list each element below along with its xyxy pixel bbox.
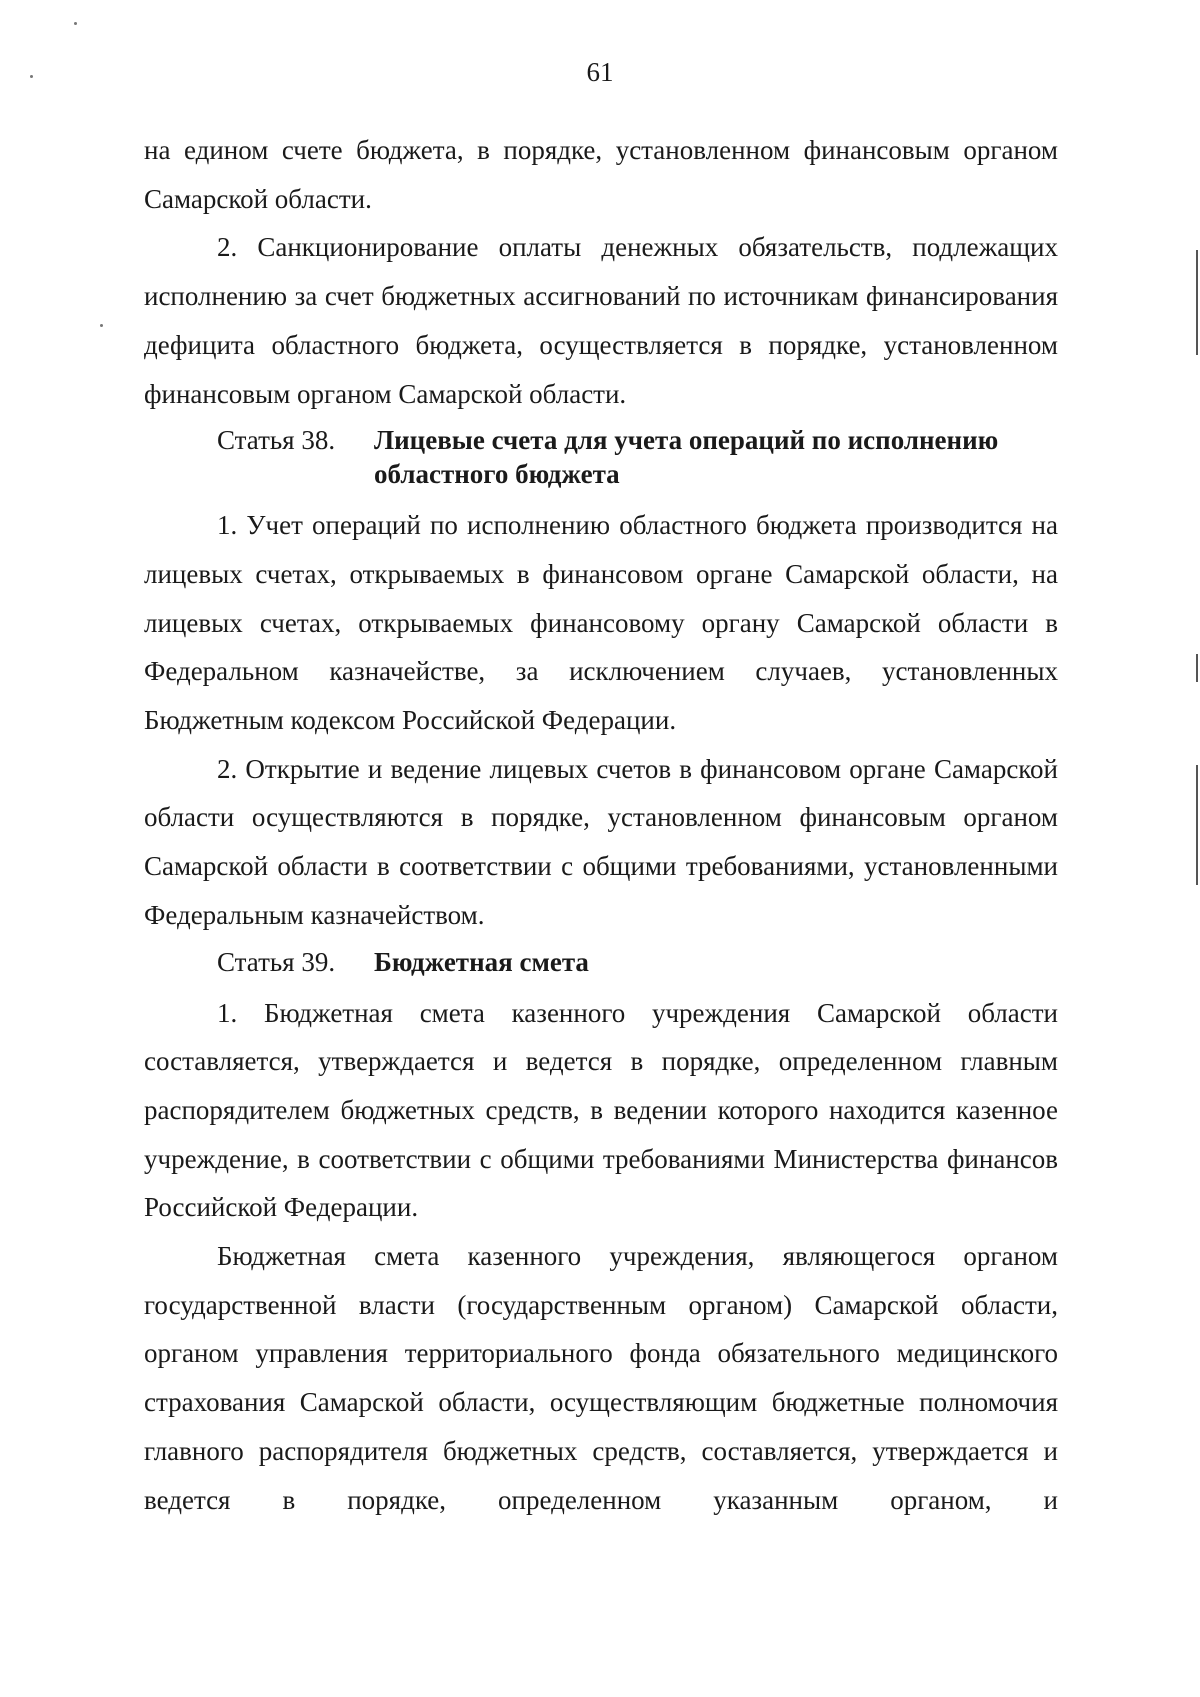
document-body [144,126,1058,1524]
scan-edge-line [1196,250,1198,355]
paragraph: 2. Открытие и ведение лицевых счетов в финансовом органе Самарской области осуществляются в порядке, установленном финансовым органом Самарской области в соответствии с общими требованиями, установленными Федеральным казначейством. [144,753,1058,930]
paragraph: 1. Бюджетная смета казенного учреждения Самарской области составляется, утверждается и ведется в порядке, определенном главным распорядителем бюджетных средств, в ведении которого находится казенное учреждение, в соответствии с общими требованиями Министерства финансов Российской Федерации. [144,997,1058,1223]
paragraph: на едином счете бюджета, в порядке, установленном финансовым органом Самарской области. [144,135,1058,214]
scan-edge-line [1196,765,1198,885]
article-title: Лицевые счета для учета операций по исполнению областного бюджета [374,425,999,490]
scan-edge-line [1196,654,1198,682]
paragraph: Бюджетная смета казенного учреждения, являющегося органом государственной власти (государственным органом) Самарской области, органом управления территориального фонда обязательного медицинского страхования Самарской области, осуществляющим бюджетные полномочия главного распорядителя бюджетных средств, составляется, утверждается и ведется в порядке, определенном указанным органом, и [144,1241,1058,1515]
scan-speck [74,22,77,25]
article-title: Бюджетная смета [374,946,589,977]
page-number: 61 [586,57,614,87]
article-number: Статья 39. [217,946,336,977]
article-heading [144,418,1058,501]
paragraph: 2. Санкционирование оплаты денежных обязательств, подлежащих исполнению за счет бюджетных ассигнований по источникам финансирования дефицита областного бюджета, осуществляется в порядке, установленном финансовым органом Самарской области. [144,232,1058,409]
scan-speck [100,324,103,327]
paragraph: 1. Учет операций по исполнению областного бюджета производится на лицевых счетах, открываемых в финансовом органе Самарской области, на лицевых счетах, открываемых финансовому органу Самарской области в Федеральном казначействе, за исключением случаев, установленных Бюджетным кодексом Российской Федерации. [144,510,1058,736]
article-number: Статья 38. [217,425,336,456]
article-heading [144,940,1058,989]
